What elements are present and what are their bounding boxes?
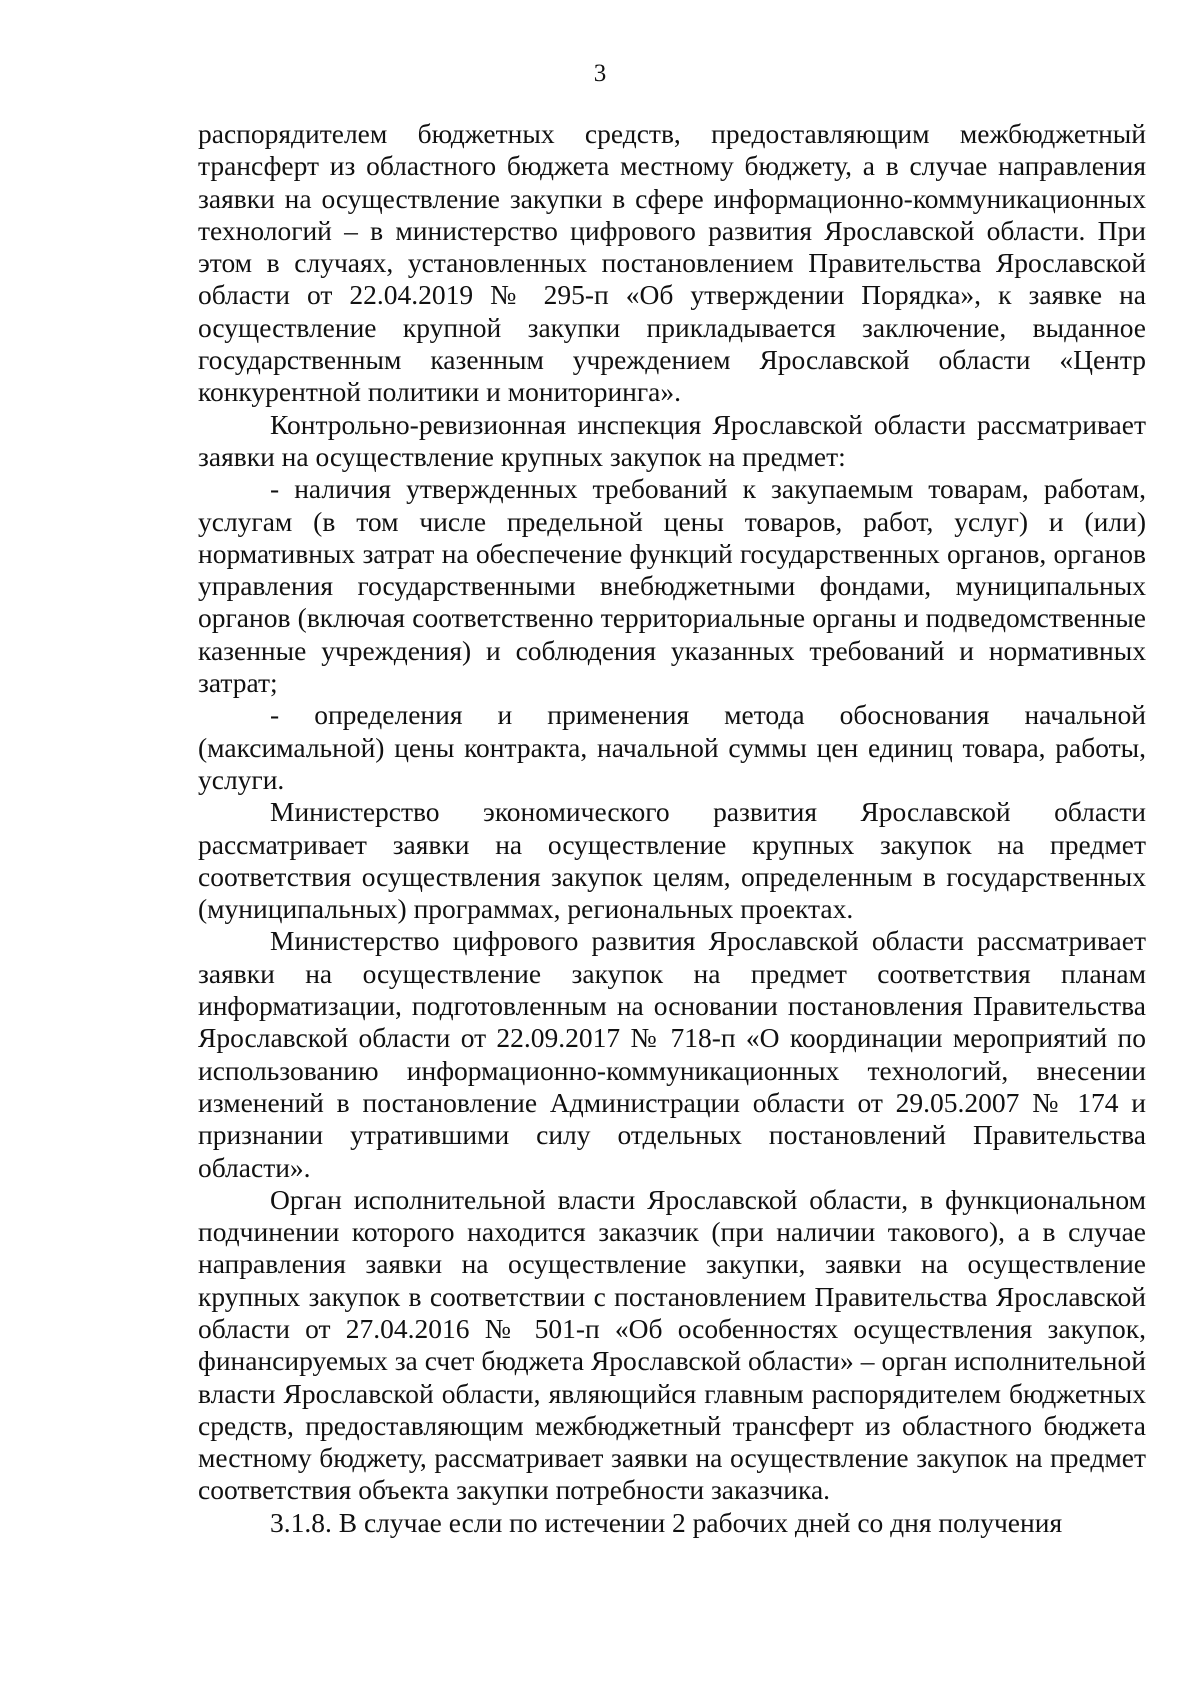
page-number: 3	[593, 60, 607, 87]
list-item-price-method: - определения и применения метода обоснования начальной (максимальной) цены контракта, начальной суммы цен единиц товара, работы, услуги.	[198, 699, 1146, 795]
paragraph-executive-body: Орган исполнительной власти Ярославской области, в функциональном подчинении которого находится заказчик (при наличии такового), а в случае направления заявки на осуществление закупки, заявки на осуществление крупных закупок в соответствии с постановлением Правительства Ярославской области от 27.04.2016 № 501-п «Об особенностях осуществления закупок, финансируемых за счет бюджета Ярославской области» – орган исполнительной власти Ярославской области, являющийся главным распорядителем бюджетных средств, предоставляющим межбюджетный трансферт из областного бюджета местному бюджету, рассматривает заявки на осуществление закупок на предмет соответствия объекта закупки потребности заказчика.	[198, 1183, 1146, 1506]
paragraph-clause-3-1-8: 3.1.8. В случае если по истечении 2 рабочих дней со дня получения	[270, 1506, 1063, 1538]
list-item-requirements: - наличия утвержденных требований к закупаемым товарам, работам, услугам (в том числе предельной цены товаров, работ, услуг) и (или) нормативных затрат на обеспечение функций государственных органов, органов управления государственными внебюджетными фондами, муниципальных органов (включая соответственно территориальные органы и подведомственные казенные учреждения) и соблюдения указанных требований и нормативных затрат;	[198, 473, 1146, 699]
paragraph-economic-ministry: Министерство экономического развития Ярославской области рассматривает заявки на осуществление крупных закупок на предмет соответствия осуществления закупок целям, определенным в государственных (муниципальных) программах, региональных проектах.	[198, 796, 1146, 925]
paragraph-kri-review: Контрольно-ревизионная инспекция Ярославской области рассматривает заявки на осуществление крупных закупок на предмет:	[198, 408, 1146, 472]
document-body	[198, 118, 1146, 1539]
paragraph-digital-ministry: Министерство цифрового развития Ярославской области рассматривает заявки на осуществление закупок на предмет соответствия планам информатизации, подготовленным на основании постановления Правительства Ярославской области от 22.09.2017 № 718-п «О координации мероприятий по использованию информационно-коммуникационных технологий, внесении изменений в постановление Администрации области от 29.05.2007 № 174 и признании утратившими силу отдельных постановлений Правительства области».	[198, 925, 1146, 1183]
paragraph-continuation: распорядителем бюджетных средств, предоставляющим межбюджетный трансферт из областного бюджета местному бюджету, а в случае направления заявки на осуществление закупки в сфере информационно-коммуникационных технологий – в министерство цифрового развития Ярославской области. При этом в случаях, установленных постановлением Правительства Ярославской области от 22.04.2019 № 295-п «Об утверждении Порядка», к заявке на осуществление крупной закупки прикладывается заключение, выданное государственным казенным учреждением Ярославской области «Центр конкурентной политики и мониторинга».	[198, 118, 1146, 408]
